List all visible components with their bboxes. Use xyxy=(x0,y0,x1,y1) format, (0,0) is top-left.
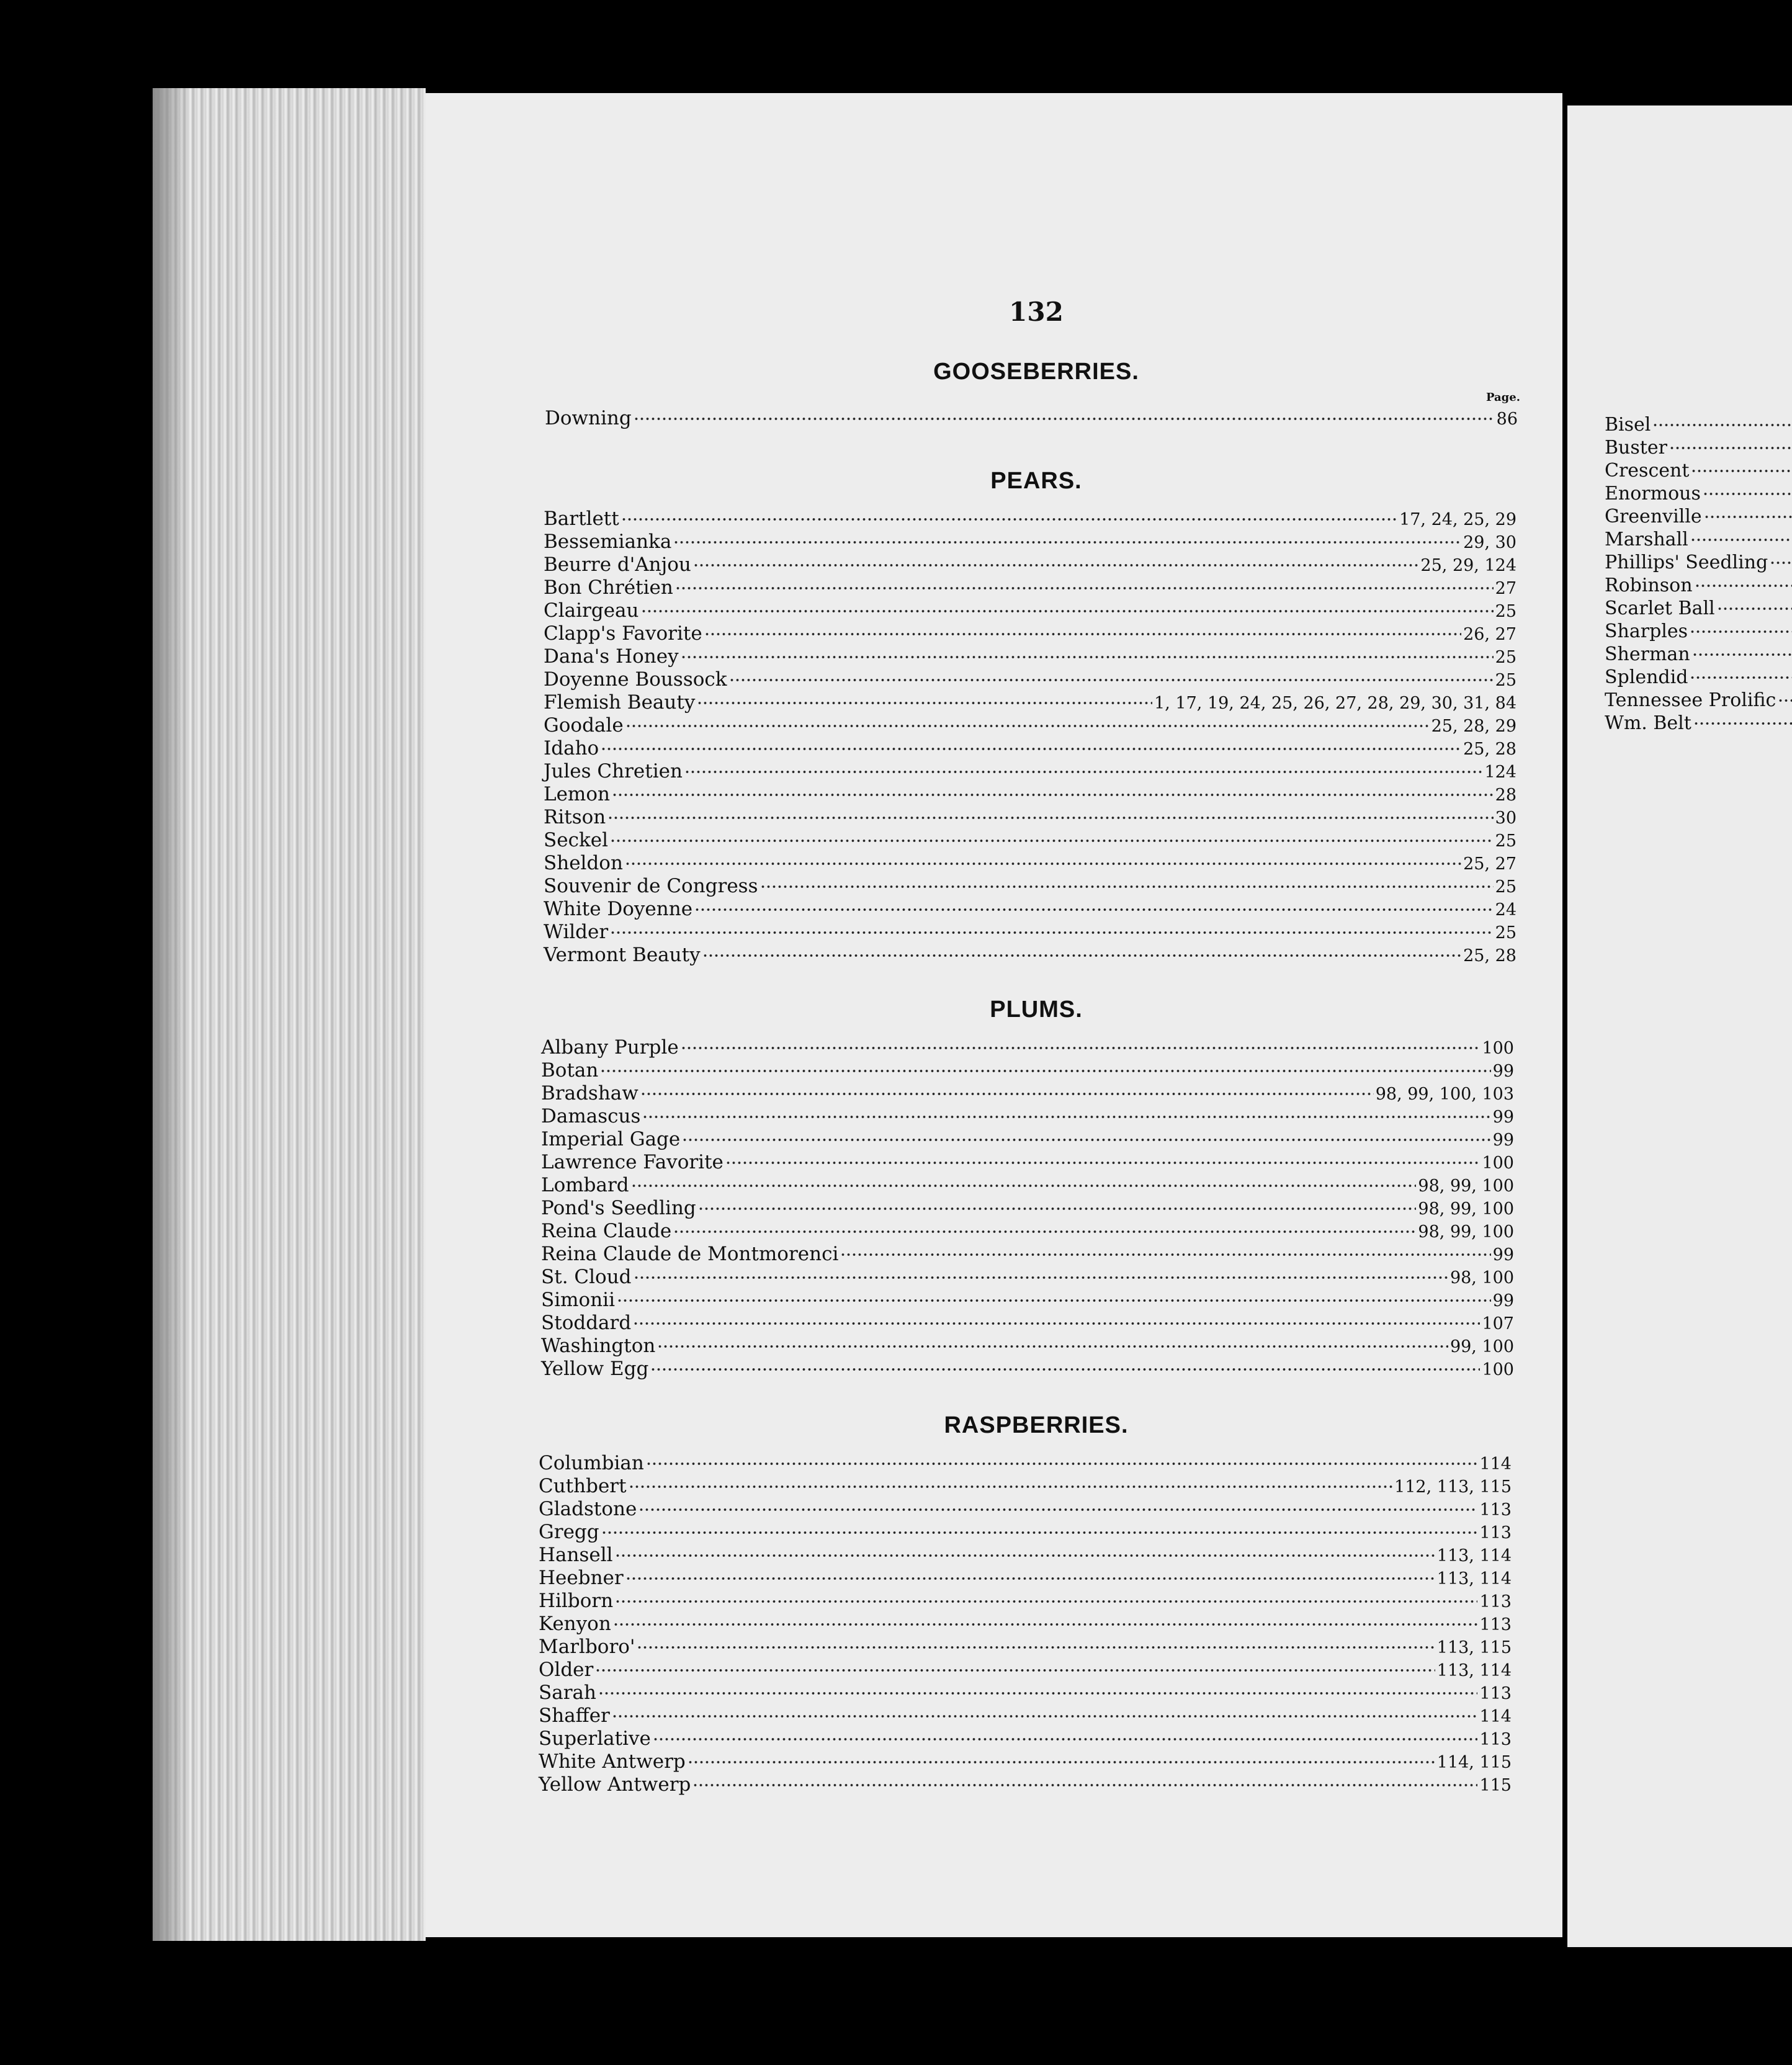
entry-name: Sherman xyxy=(1605,643,1690,665)
entry-name: Buster xyxy=(1605,437,1667,459)
entry-name: Reina Claude xyxy=(541,1220,672,1242)
entry-name: Ritson xyxy=(544,806,606,828)
dot-leader xyxy=(1690,537,1792,542)
index-entry xyxy=(541,1358,1514,1381)
index-entry xyxy=(539,1567,1512,1590)
entry-name: Goodale xyxy=(544,714,624,737)
entry-name: Bisel xyxy=(1605,414,1651,436)
entry-pages: 99 xyxy=(1492,1291,1514,1310)
index-entry xyxy=(539,1498,1512,1521)
facing-page-entry xyxy=(1605,643,1792,666)
entry-pages: 113 xyxy=(1479,1592,1512,1611)
dot-leader xyxy=(1717,606,1792,611)
facing-page-entry xyxy=(1605,413,1792,436)
entry-pages: 114 xyxy=(1479,1454,1512,1474)
entry-name: Older xyxy=(539,1659,594,1681)
entry-name: White Doyenne xyxy=(544,898,693,920)
entry-pages: 99 xyxy=(1492,1062,1514,1081)
index-entry xyxy=(544,622,1516,645)
index-entry xyxy=(544,691,1516,714)
index-entry xyxy=(544,668,1516,691)
entry-name: Jules Chretien xyxy=(544,760,683,782)
dot-leader xyxy=(601,746,1461,751)
entry-pages: 113, 114 xyxy=(1436,1661,1512,1680)
index-entry xyxy=(544,737,1516,760)
entry-pages: 17, 24, 25, 29 xyxy=(1399,510,1516,529)
entry-pages: 26, 27 xyxy=(1463,625,1516,644)
entry-pages: 113 xyxy=(1479,1615,1512,1634)
entry-name: Reina Claude de Montmorenci xyxy=(541,1243,839,1265)
dot-leader xyxy=(675,586,1494,591)
entry-name: Downing xyxy=(545,407,632,429)
entry-name: Splendid xyxy=(1605,666,1688,688)
entry-name: Gregg xyxy=(539,1521,599,1543)
index-entry xyxy=(541,1312,1514,1335)
entry-pages: 25, 27 xyxy=(1463,854,1516,874)
index-entry xyxy=(541,1289,1514,1312)
entry-pages: 28 xyxy=(1495,786,1516,805)
entry-name: Dana's Honey xyxy=(544,645,679,668)
entry-pages: 86 xyxy=(1496,410,1518,429)
entry-pages: 112, 113, 115 xyxy=(1394,1477,1512,1497)
entry-pages: 113 xyxy=(1479,1730,1512,1749)
entry-pages: 107 xyxy=(1482,1314,1514,1333)
entry-name: Sarah xyxy=(539,1682,596,1704)
entry-pages: 98, 100 xyxy=(1449,1268,1514,1288)
section-title-gooseberries: GOOSEBERRIES. xyxy=(933,359,1139,385)
entry-name: Beurre d'Anjou xyxy=(544,553,691,576)
dot-leader xyxy=(681,1046,1481,1050)
entry-pages: 25, 29, 124 xyxy=(1420,556,1516,575)
dot-leader xyxy=(621,517,1397,522)
entry-pages: 24 xyxy=(1495,900,1516,920)
facing-page-entry xyxy=(1605,597,1792,620)
dot-leader xyxy=(629,1484,1392,1489)
dot-leader xyxy=(615,1553,1435,1558)
entry-pages: 25 xyxy=(1495,831,1516,851)
entry-pages: 30 xyxy=(1495,809,1516,828)
entry-name: Gladstone xyxy=(539,1498,637,1520)
index-entry xyxy=(544,829,1516,852)
entry-pages: 99 xyxy=(1492,1245,1514,1265)
facing-page-entry xyxy=(1605,551,1792,574)
dot-leader xyxy=(1691,468,1792,473)
entry-pages: 98, 99, 100 xyxy=(1418,1176,1514,1196)
dot-leader xyxy=(760,884,1494,889)
index-entry xyxy=(539,1544,1512,1567)
index-entry xyxy=(539,1659,1512,1682)
entry-pages: 113, 115 xyxy=(1436,1638,1512,1657)
entry-name: Lawrence Favorite xyxy=(541,1151,724,1173)
dot-leader xyxy=(698,1206,1417,1211)
dot-leader xyxy=(840,1252,1490,1257)
index-entry xyxy=(541,1266,1514,1289)
index-entry xyxy=(541,1174,1514,1197)
index-entry xyxy=(544,508,1516,531)
index-entry xyxy=(541,1243,1514,1266)
dot-leader xyxy=(1695,583,1792,588)
index-entry xyxy=(544,944,1516,967)
entry-pages: 113, 114 xyxy=(1436,1569,1512,1588)
book-page-edges xyxy=(153,88,426,1941)
facing-page-entry xyxy=(1605,505,1792,528)
index-entry xyxy=(541,1128,1514,1151)
entry-name: Lemon xyxy=(544,783,610,805)
entry-name: Columbian xyxy=(539,1452,644,1474)
dot-leader xyxy=(725,1160,1481,1165)
entry-name: Sheldon xyxy=(544,852,623,874)
entry-pages: 100 xyxy=(1482,1153,1514,1173)
dot-leader xyxy=(729,678,1494,683)
dot-leader xyxy=(650,1367,1480,1372)
section-title-raspberries: RASPBERRIES. xyxy=(944,1412,1129,1438)
dot-leader xyxy=(615,1599,1477,1604)
entry-pages: 113 xyxy=(1479,1500,1512,1520)
gooseberries-list xyxy=(545,407,1518,430)
dot-leader xyxy=(638,1507,1477,1512)
dot-leader xyxy=(673,1229,1416,1234)
entry-name: Wm. Belt xyxy=(1605,712,1691,734)
index-entry xyxy=(541,1059,1514,1082)
entry-name: St. Cloud xyxy=(541,1266,632,1288)
entry-name: Bon Chrétien xyxy=(544,576,673,599)
entry-pages: 114, 115 xyxy=(1436,1753,1512,1772)
entry-pages: 25, 28 xyxy=(1463,740,1516,759)
dot-leader xyxy=(646,1461,1478,1466)
dot-leader xyxy=(1669,446,1792,450)
entry-name: Bradshaw xyxy=(541,1082,638,1104)
page-column-label: Page. xyxy=(1485,391,1520,404)
entry-pages: 25 xyxy=(1495,877,1516,897)
index-entry xyxy=(544,898,1516,921)
entry-pages: 27 xyxy=(1495,579,1516,598)
entry-name: Doyenne Boussock xyxy=(544,668,727,691)
dot-leader xyxy=(633,1321,1480,1326)
index-entry xyxy=(541,1151,1514,1174)
entry-name: Albany Purple xyxy=(541,1036,679,1059)
entry-name: Imperial Gage xyxy=(541,1128,681,1150)
dot-leader xyxy=(601,1530,1478,1535)
entry-pages: 29, 30 xyxy=(1463,533,1516,552)
entry-pages: 98, 99, 100, 103 xyxy=(1375,1085,1514,1104)
dot-leader xyxy=(640,1091,1374,1096)
book-edge-shadow xyxy=(153,88,190,1941)
index-entry xyxy=(539,1727,1512,1750)
entry-name: Phillips' Seedling xyxy=(1605,552,1768,573)
dot-leader xyxy=(702,953,1462,958)
entry-name: Damascus xyxy=(541,1105,641,1127)
index-entry xyxy=(544,921,1516,944)
page-number: 132 xyxy=(1009,297,1064,327)
dot-leader xyxy=(688,1760,1435,1765)
dot-leader xyxy=(598,1691,1477,1696)
facing-page-entry xyxy=(1605,712,1792,735)
entry-pages: 114 xyxy=(1479,1707,1512,1726)
entry-pages: 113, 114 xyxy=(1436,1546,1512,1566)
entry-pages: 25 xyxy=(1495,671,1516,690)
dot-leader xyxy=(1703,491,1792,496)
entry-name: Lombard xyxy=(541,1174,629,1196)
dot-leader xyxy=(610,930,1493,935)
index-entry xyxy=(544,760,1516,783)
dot-leader xyxy=(641,609,1494,614)
dot-leader xyxy=(673,540,1461,545)
facing-page-entry xyxy=(1605,459,1792,482)
entry-pages: 99 xyxy=(1492,1108,1514,1127)
index-entry xyxy=(539,1475,1512,1498)
entry-name: Stoddard xyxy=(541,1312,632,1334)
entry-name: Sharples xyxy=(1605,620,1688,642)
index-entry xyxy=(544,599,1516,622)
index-entry xyxy=(539,1773,1512,1796)
entry-name: Wilder xyxy=(544,921,609,943)
dot-leader xyxy=(693,563,1419,568)
index-entry xyxy=(541,1105,1514,1128)
pears-list xyxy=(544,508,1516,967)
entry-name: Enormous xyxy=(1605,483,1701,504)
index-entry xyxy=(539,1452,1512,1475)
entry-pages: 99 xyxy=(1492,1131,1514,1150)
facing-page-entry xyxy=(1605,436,1792,459)
facing-page xyxy=(1567,105,1792,1947)
index-entry xyxy=(541,1197,1514,1220)
entry-name: Bessemianka xyxy=(544,531,672,553)
entry-name: Clairgeau xyxy=(544,599,639,622)
entry-pages: 115 xyxy=(1479,1776,1512,1795)
dot-leader xyxy=(600,1068,1490,1073)
dot-leader xyxy=(1652,423,1792,428)
dot-leader xyxy=(625,861,1461,866)
dot-leader xyxy=(612,792,1494,797)
dot-leader xyxy=(1770,560,1792,565)
facing-page-entry xyxy=(1605,528,1792,551)
dot-leader xyxy=(653,1737,1478,1742)
index-entry xyxy=(539,1682,1512,1704)
entry-pages: 124 xyxy=(1484,763,1516,782)
index-entry xyxy=(544,714,1516,737)
entry-name: Heebner xyxy=(539,1567,624,1589)
raspberries-list xyxy=(539,1452,1512,1796)
dot-leader xyxy=(625,723,1430,728)
entry-pages: 100 xyxy=(1482,1039,1514,1058)
dot-leader xyxy=(625,1576,1435,1581)
entry-name: Scarlet Ball xyxy=(1605,598,1715,619)
dot-leader xyxy=(1704,514,1792,519)
facing-page-entry xyxy=(1605,666,1792,689)
plums-list xyxy=(541,1036,1514,1381)
entry-name: Marshall xyxy=(1605,529,1688,550)
entry-name: Hansell xyxy=(539,1544,613,1566)
entry-pages: 98, 99, 100 xyxy=(1418,1222,1514,1242)
dot-leader xyxy=(612,1714,1478,1719)
entry-name: Robinson xyxy=(1605,575,1693,596)
entry-name: Simonii xyxy=(541,1289,616,1311)
index-entry xyxy=(541,1036,1514,1059)
index-entry xyxy=(544,875,1516,898)
index-entry xyxy=(539,1704,1512,1727)
dot-leader xyxy=(681,655,1494,660)
dot-leader xyxy=(1690,675,1792,680)
entry-name: Yellow Egg xyxy=(541,1358,649,1380)
index-entry xyxy=(541,1082,1514,1105)
entry-pages: 25 xyxy=(1495,602,1516,621)
facing-page-entry xyxy=(1605,689,1792,712)
dot-leader xyxy=(1778,698,1792,703)
index-entry xyxy=(539,1636,1512,1659)
dot-leader xyxy=(613,1622,1478,1627)
entry-pages: 25, 28 xyxy=(1463,946,1516,965)
entry-name: Vermont Beauty xyxy=(544,944,701,966)
index-entry xyxy=(544,553,1516,576)
dot-leader xyxy=(657,1344,1448,1349)
entry-pages: 25, 28, 29 xyxy=(1431,717,1516,736)
index-entry xyxy=(545,407,1518,430)
entry-name: Clapp's Favorite xyxy=(544,622,702,645)
dot-leader xyxy=(684,769,1483,774)
entry-name: Pond's Seedling xyxy=(541,1197,696,1219)
entry-pages: 25 xyxy=(1495,923,1516,943)
entry-pages: 25 xyxy=(1495,648,1516,667)
dot-leader xyxy=(1693,721,1792,726)
dot-leader xyxy=(694,907,1494,912)
dot-leader xyxy=(642,1114,1490,1119)
index-entry xyxy=(539,1590,1512,1613)
dot-leader xyxy=(634,1275,1448,1280)
entry-name: Seckel xyxy=(544,829,608,851)
index-entry xyxy=(544,576,1516,599)
dot-leader xyxy=(1692,652,1792,657)
entry-name: Idaho xyxy=(544,737,599,759)
entry-name: Botan xyxy=(541,1059,599,1082)
facing-page-entry xyxy=(1605,482,1792,505)
entry-name: Hilborn xyxy=(539,1590,614,1612)
dot-leader xyxy=(634,416,1495,421)
section-title-plums: PLUMS. xyxy=(990,997,1083,1023)
entry-name: Souvenir de Congress xyxy=(544,875,758,897)
entry-name: Yellow Antwerp xyxy=(539,1773,691,1796)
entry-pages: 1, 17, 19, 24, 25, 26, 27, 28, 29, 30, 31, 84 xyxy=(1154,694,1516,713)
entry-name: Kenyon xyxy=(539,1613,611,1635)
facing-page-entry xyxy=(1605,574,1792,597)
entry-name: Shaffer xyxy=(539,1704,610,1727)
dot-leader xyxy=(1690,629,1792,634)
entry-name: Crescent xyxy=(1605,460,1690,482)
dot-leader xyxy=(697,701,1152,706)
entry-pages: 100 xyxy=(1482,1360,1514,1379)
dot-leader xyxy=(631,1183,1417,1188)
dot-leader xyxy=(607,815,1493,820)
dot-leader xyxy=(682,1137,1490,1142)
dot-leader xyxy=(637,1645,1435,1650)
facing-page-list xyxy=(1605,413,1792,735)
dot-leader xyxy=(704,632,1461,637)
dot-leader xyxy=(617,1298,1491,1303)
entry-name: Marlboro' xyxy=(539,1636,635,1658)
dot-leader xyxy=(610,838,1494,843)
entry-pages: 99, 100 xyxy=(1449,1337,1514,1356)
entry-name: Bartlett xyxy=(544,508,619,530)
entry-name: White Antwerp xyxy=(539,1750,686,1773)
section-title-pears: PEARS. xyxy=(990,468,1082,494)
entry-name: Cuthbert xyxy=(539,1475,627,1497)
index-entry xyxy=(544,531,1516,553)
dot-leader xyxy=(692,1783,1477,1788)
index-entry xyxy=(539,1521,1512,1544)
entry-pages: 98, 99, 100 xyxy=(1418,1199,1514,1219)
facing-page-entry xyxy=(1605,620,1792,643)
entry-name: Tennessee Prolific xyxy=(1605,689,1776,711)
index-entry xyxy=(544,806,1516,829)
index-entry xyxy=(539,1613,1512,1636)
index-entry xyxy=(541,1220,1514,1243)
index-entry xyxy=(544,852,1516,875)
entry-name: Flemish Beauty xyxy=(544,691,696,714)
entry-name: Washington xyxy=(541,1335,656,1357)
dot-leader xyxy=(595,1668,1435,1673)
index-entry xyxy=(541,1335,1514,1358)
entry-name: Superlative xyxy=(539,1727,651,1750)
entry-pages: 113 xyxy=(1479,1523,1512,1543)
index-entry xyxy=(544,783,1516,806)
entry-pages: 113 xyxy=(1479,1684,1512,1703)
entry-name: Greenville xyxy=(1605,506,1702,527)
index-entry xyxy=(544,645,1516,668)
index-entry xyxy=(539,1750,1512,1773)
